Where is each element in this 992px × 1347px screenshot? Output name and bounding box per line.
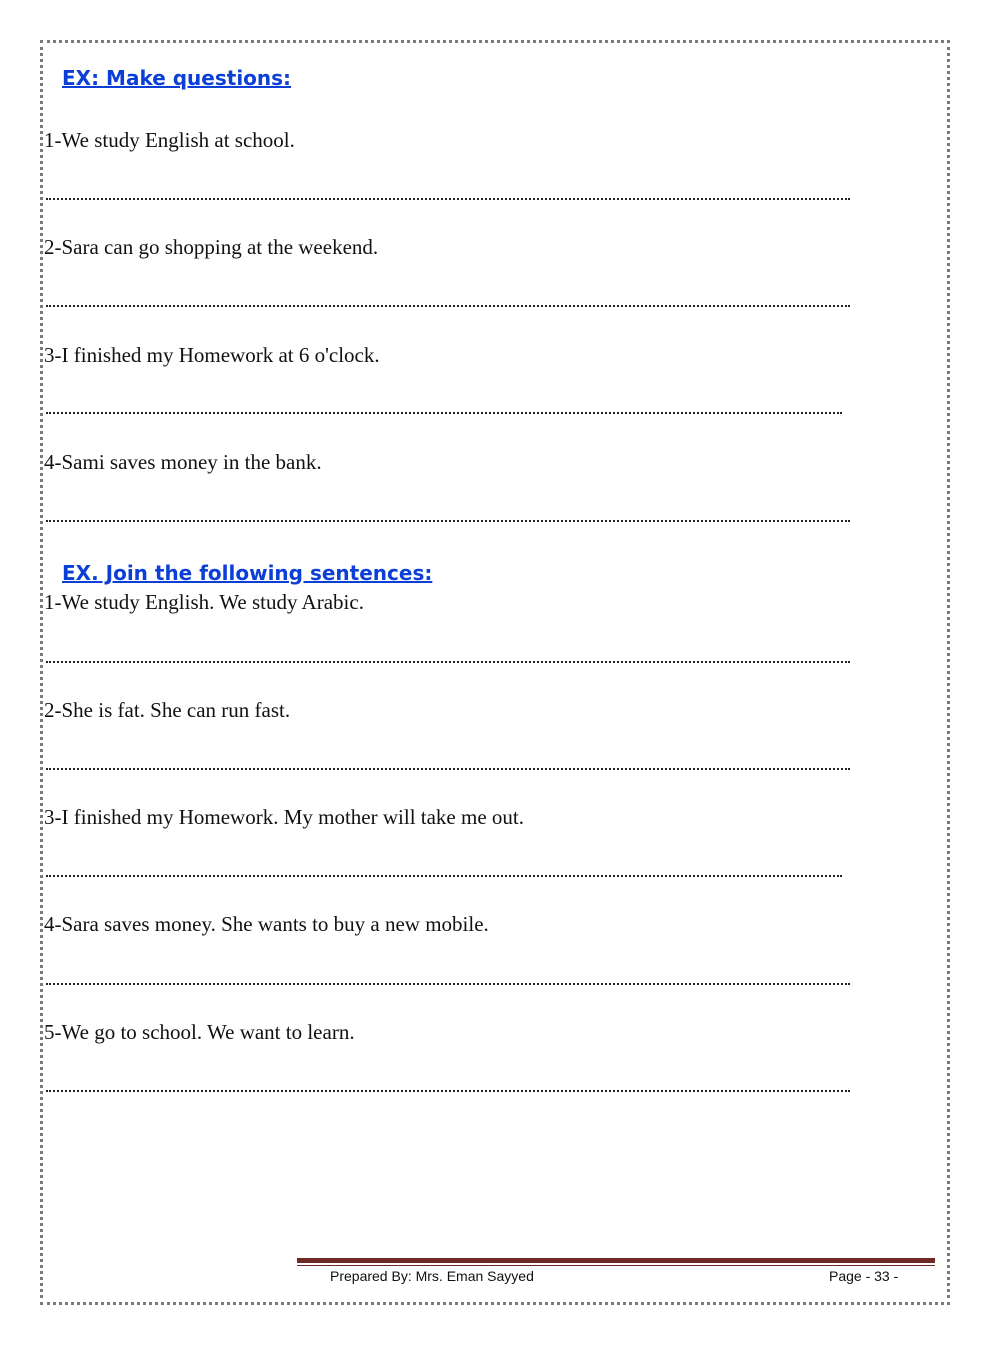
join-sentence-1: 1-We study English. We study Arabic.	[44, 590, 364, 614]
section-heading-make-questions: EX: Make questions:	[62, 66, 292, 90]
footer-prepared-by: Prepared By: Mrs. Eman Sayyed	[330, 1268, 534, 1284]
section-heading-join-sentences: EX. Join the following sentences:	[62, 561, 433, 585]
footer-page-number: Page - 33 -	[829, 1268, 899, 1284]
answer-line	[46, 875, 842, 877]
answer-line	[46, 412, 842, 414]
footer-rule	[297, 1258, 935, 1266]
join-sentence-2: 2-She is fat. She can run fast.	[44, 698, 291, 722]
answer-line	[46, 983, 850, 985]
join-sentence-3: 3-I finished my Homework. My mother will take me out.	[44, 805, 524, 829]
answer-line	[46, 1090, 850, 1092]
answer-line	[46, 305, 850, 307]
question-sentence-3: 3-I finished my Homework at 6 o'clock.	[44, 343, 380, 367]
join-sentence-4: 4-Sara saves money. She wants to buy a new mobile.	[44, 912, 489, 936]
answer-line	[46, 198, 850, 200]
question-sentence-4: 4-Sami saves money in the bank.	[44, 450, 322, 474]
question-sentence-1: 1-We study English at school.	[44, 128, 295, 152]
answer-line	[46, 520, 850, 522]
page-border	[40, 40, 950, 1305]
join-sentence-5: 5-We go to school. We want to learn.	[44, 1020, 355, 1044]
answer-line	[46, 768, 850, 770]
question-sentence-2: 2-Sara can go shopping at the weekend.	[44, 235, 379, 259]
answer-line	[46, 661, 850, 663]
